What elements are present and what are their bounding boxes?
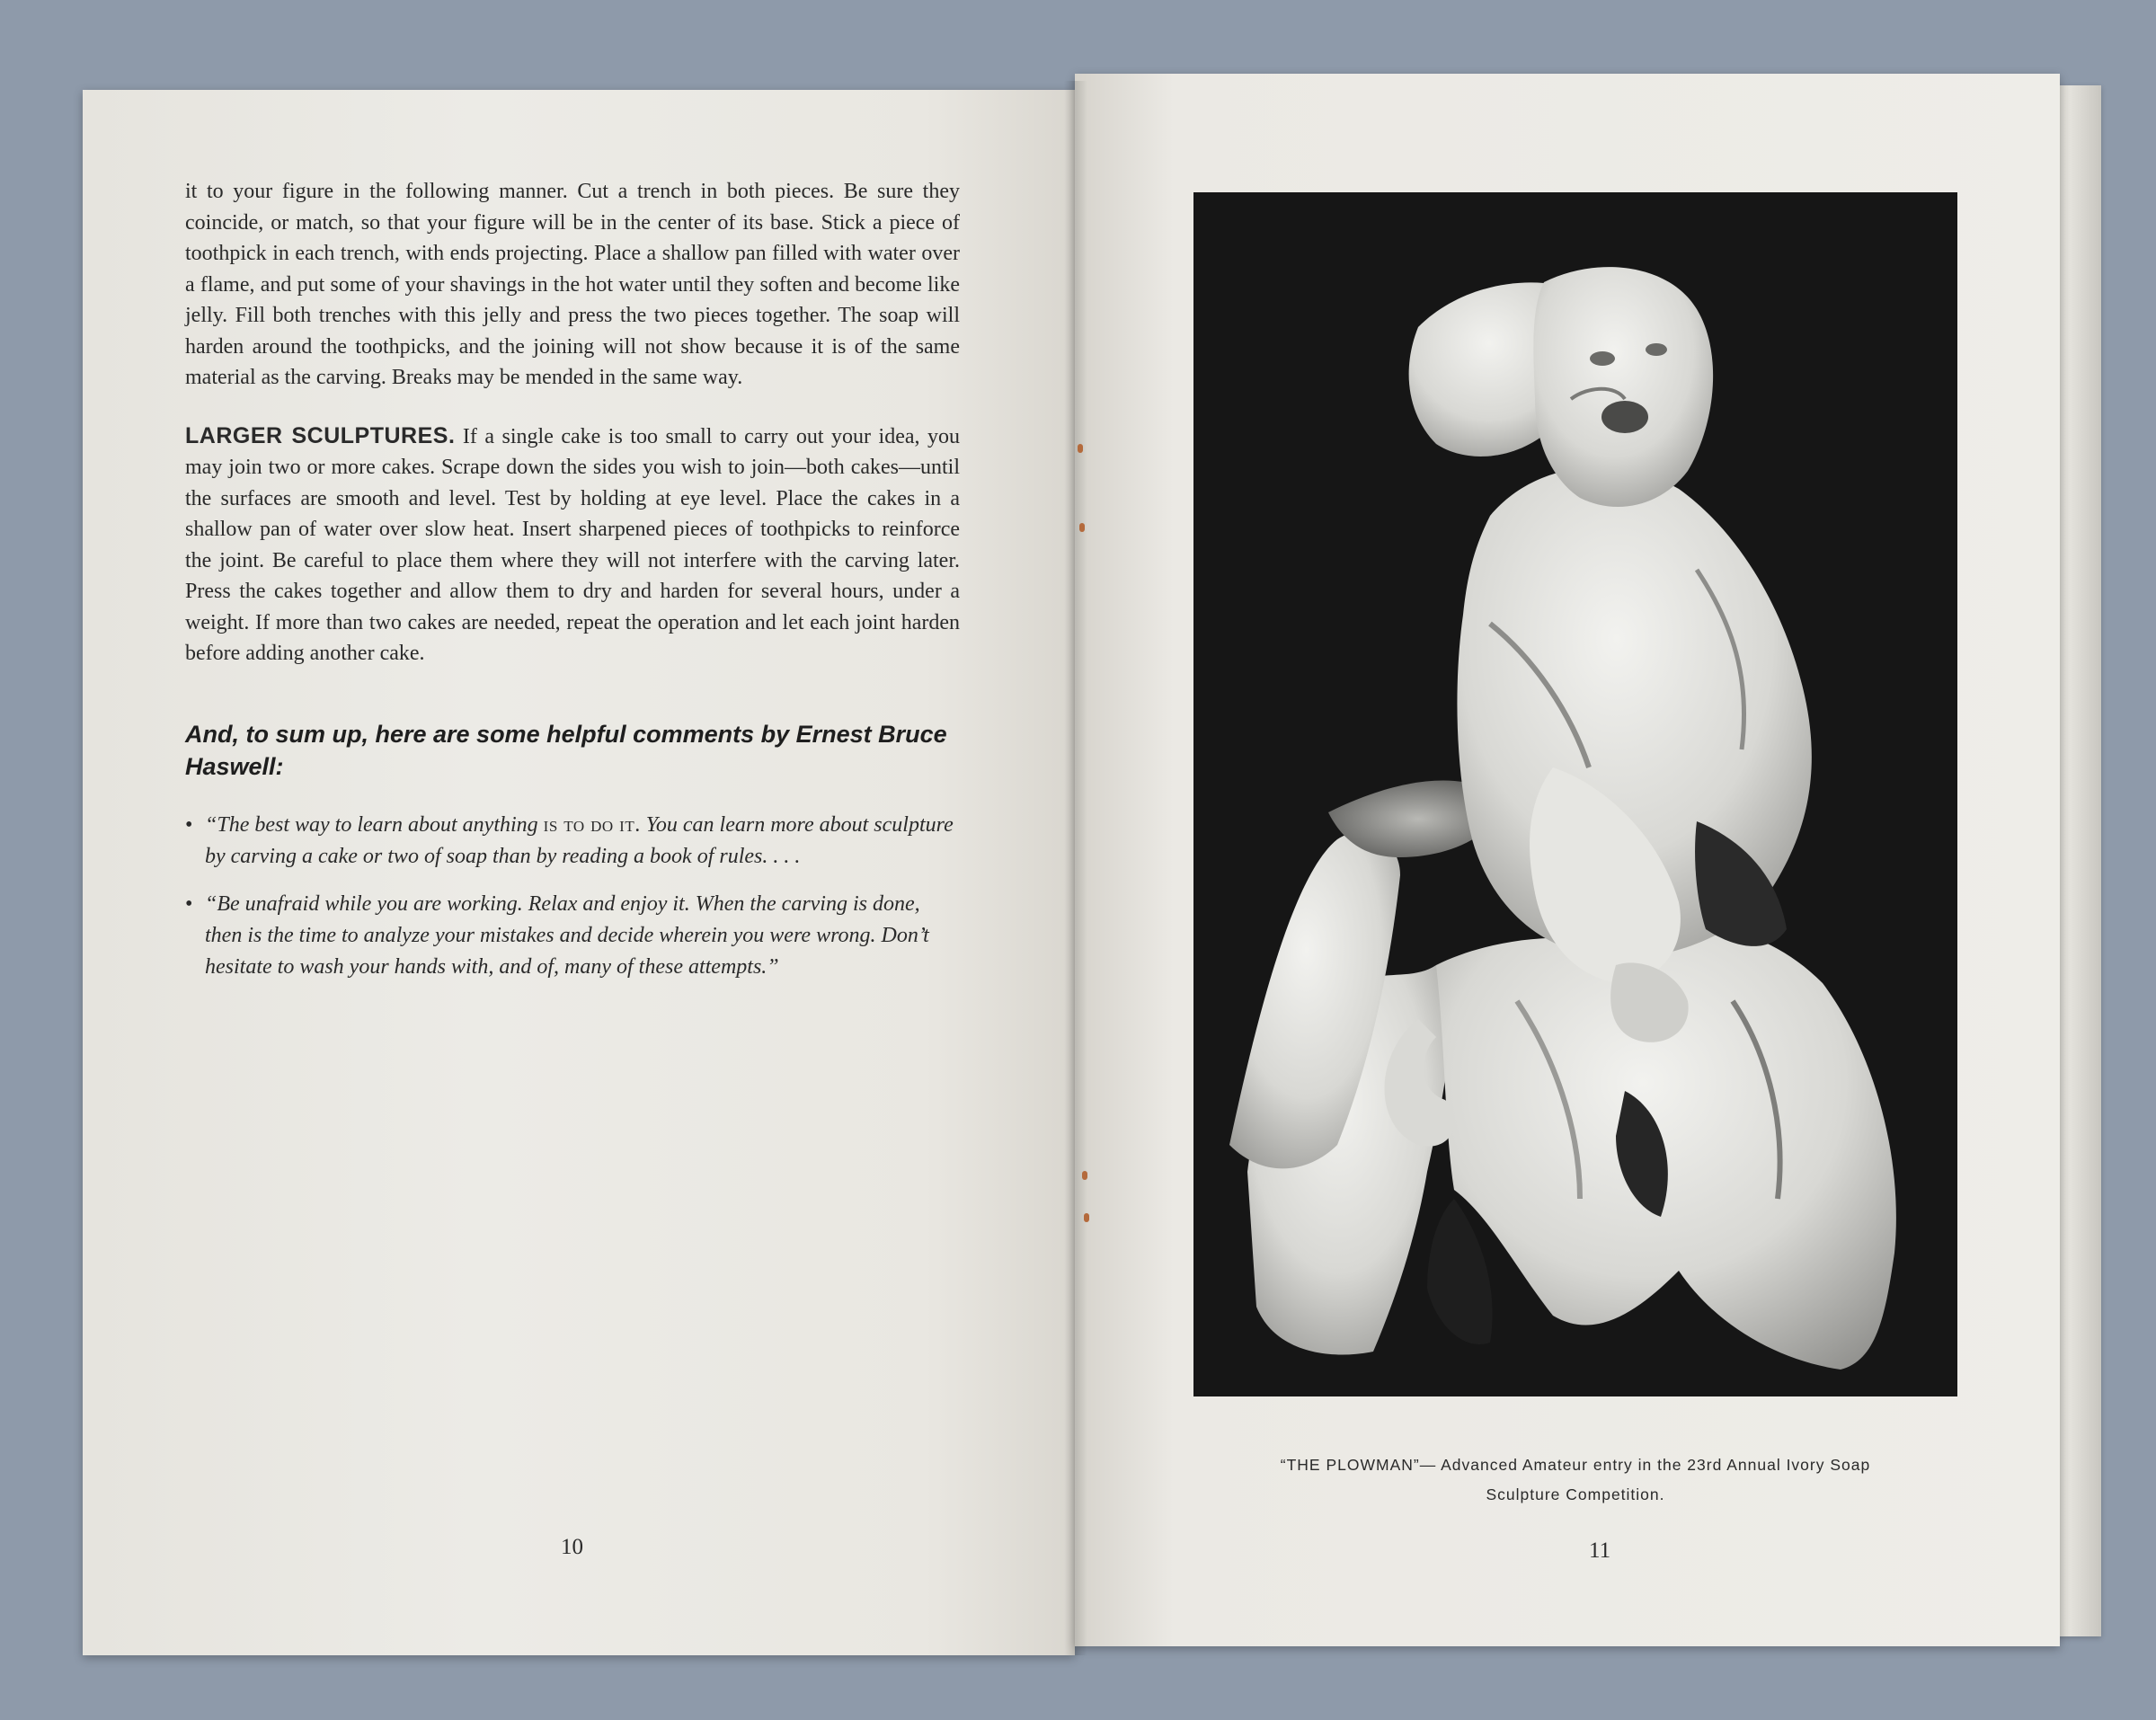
caption-line-2: Sculpture Competition. [1486,1485,1665,1503]
bullet-icon: • [185,891,193,916]
book-gutter [1064,81,1087,1655]
larger-sculptures-heading: LARGER SCULPTURES. [185,422,456,448]
staple-top [1078,444,1083,453]
staple-bottom-lower [1084,1213,1089,1222]
quote-1-end: You can learn more about sculpture by carving a cake or two of soap than by reading a book of rules. . . . [205,812,954,868]
plowman-sculpture-photo [1193,192,1957,1396]
quote-2-text: “Be unafraid while you are working. Relax and enjoy it. When the carving is done, then is the time to analyze your mistakes and decide wherein you were wrong. Don’t hesitate to wash your hands with, and of, many of these attempts.” [205,891,929,979]
caption-line-1: “THE PLOWMAN”— Advanced Amateur entry in the 23rd Annual Ivory Soap [1280,1456,1871,1474]
quote-item-1 [185,810,960,873]
staple-bottom [1082,1171,1087,1180]
quote-item-2 [185,889,960,983]
right-page-number: 11 [1589,1538,1611,1563]
quote-1-start: “The best way to learn about anything [205,812,538,837]
larger-sculptures-body: If a single cake is too small to carry out your idea, you may join two or more cakes. Scrape down the sides you wish to join—both cakes—until the surfaces are smooth and level. Test by holding at eye level. Place the cakes in a shallow pan of water over slow heat. Insert sharpened pieces of toothpicks to reinforce the joint. Be careful to place them where they will not interfere with the carving later. Press the cakes together and allow them to dry and harden for several hours, under a weight. If more than two cakes are needed, repeat the operation and let each joint harden before adding another cake. [185,424,961,665]
joining-paragraph: it to your figure in the following manner. Cut a trench in both pieces. Be sure they coincide, or match, so that your figure will be in the center of its base. Stick a piece of toothpick in each trench, with ends projecting. Place a shallow pan filled with water over a flame, and put some of your shavings in the hot water until they soften and become like jelly. Fill both trenches with this jelly and press the two pieces together. The soap will harden around the toothpicks, and the joining will not show because it is of the same material as the carving. Breaks may be mended in the same way. [185,180,960,389]
quote-list [185,810,960,983]
quote-1-emphasis: is to do it. [543,812,641,837]
left-page-text [185,176,960,983]
staple-top-lower [1079,523,1085,532]
left-page-number: 10 [561,1535,583,1559]
photo-caption [1195,1450,1956,1510]
sculpture-illustration [1193,192,1957,1396]
summary-heading: And, to sum up, here are some helpful comments by Ernest Bruce Haswell: [185,720,947,780]
larger-sculptures-paragraph [185,421,960,669]
bullet-icon: • [185,812,193,837]
